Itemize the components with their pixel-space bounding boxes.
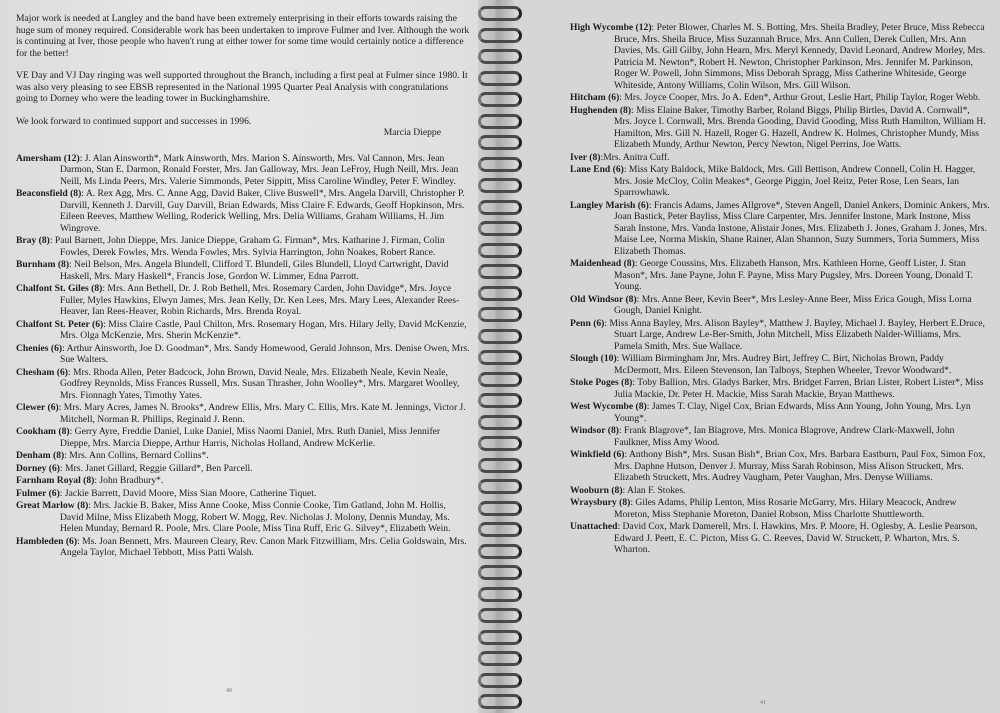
ringer-names: : Toby Ballion, Mrs. Gladys Barker, Mrs. Bridget Farren, Brian Lister, Robert Lister*, Miss Julia Mackie, Dr. Peter H. Mackie, Miss Sarah Mackie, Bryan Matthews. (614, 377, 984, 400)
tower-name: Denham (8) (16, 450, 65, 461)
ringer-names: : Frank Blagrove*, Ian Blagrove, Mrs. Monica Blagrove, Andrew Clark-Maxwell, John Faulkner, Miss Amy Wood. (614, 425, 955, 448)
tower-entry (16, 188, 471, 234)
tower-entry (16, 367, 471, 402)
tower-entry (16, 235, 471, 258)
tower-name: Iver (8) (570, 151, 601, 163)
tower-entry (570, 258, 990, 293)
tower-name: Wooburn (8) (570, 484, 623, 496)
tower-entry (570, 294, 990, 317)
tower-entry (16, 319, 471, 342)
ringer-names: : Mrs. Rhoda Allen, Peter Badcock, John Brown, David Neale, Mrs. Elizabeth Neale, Kevin Neale, Godfrey Reynolds, Miss Frances Russell, Mrs. Susan Thrasher, John Woolley*, Mrs. Margaret Woolley, Mrs. Fionnagh Yates, Timothy Yates. (60, 366, 460, 401)
tower-name: Penn (6) (570, 317, 605, 329)
tower-list (570, 22, 990, 556)
tower-name: Farnham Royal (8) (16, 475, 95, 486)
tower-name: Fulmer (6) (16, 487, 60, 499)
ringer-names: : Miss Claire Castle, Paul Chilton, Mrs. Rosemary Hogan, Mrs. Hilary Jelly, David McKenzie, Mrs. Olga McKenzie, Mrs. Sherin McKenzie*. (60, 318, 467, 341)
ringer-names: : Peter Blower, Charles M. S. Botting, Mrs. Sheila Bradley, Peter Bruce, Miss Rebecca Bruce, Mrs. Sheila Bruce, Miss Suzannah Bruce, Mrs. Ann Cullen, Derek Cullen, Mrs. Ann Davies, Ms. Gill Gilby, John Hearn, Mrs. Meryl Kennedy, David Leonard, Andrew Morley, Mrs. Patricia M. Newton*, Robert H. Newton, Christopher Parkinson, Mrs. Jennifer M. Parkinson, Roger W. Powell, John Simmons, Miss Deborah Spragg, Miss Catherine Whiteside, George Whiteside, Antony Williams, Colin Wilson, Mrs. Gill Wilson. (614, 22, 986, 91)
tower-entry (570, 353, 990, 376)
ringer-names: : David Cox, Mark Damerell, Mrs. I. Hawkins, Mrs. P. Moore, H. Oglesby, A. Leslie Pearson, Edward J. Peett, E. C. Picton, Miss G. C. Reeves, David W. Struckett, P. Wharton, Mrs. S. Wharton. (614, 521, 978, 555)
tower-entry (16, 343, 471, 366)
tower-name: Slough (10) (570, 353, 617, 364)
ringer-names: : Alan F. Stokes. (622, 484, 686, 496)
ringer-names: : James T. Clay, Nigel Cox, Brian Edwards, Miss Ann Young, John Young, Mrs. Lyn Young*. (614, 401, 971, 424)
ringer-names: : Miss Katy Baldock, Mike Baldock, Mrs. Gill Bettison, Andrew Connell, Colin H. Hagger, Mrs. Josie McCloy, Colin Meakes*, George Piggin, Joel Reitz, Peter Rose, Len Sears, Ian Sparrowhawk. (614, 164, 976, 198)
tower-entry (16, 402, 471, 425)
tower-name: Windsor (8) (570, 425, 619, 436)
left-page-text (16, 13, 471, 560)
tower-entry (16, 488, 471, 500)
tower-name: Maidenhead (8) (570, 258, 635, 269)
tower-entry (570, 485, 990, 497)
ringer-names: : Ms. Joan Bennett, Mrs. Maureen Cleary, Rev. Canon Mark Fitzwilliam, Mrs. Celia Goldswain, Mrs. Angela Taylor, Michael Tebbott, Miss Patti Walsh. (60, 535, 467, 558)
tower-entry (16, 426, 471, 449)
tower-entry (570, 105, 990, 151)
tower-name: High Wycombe (12) (570, 22, 652, 33)
tower-name: Beaconsfield (8) (16, 188, 82, 199)
ringer-names: : Mrs. Joyce Cooper, Mrs. Jo A. Eden*, Arthur Grout, Leslie Hart, Philip Taylor, Roger Webb. (619, 92, 981, 103)
right-page-text (570, 22, 990, 557)
tower-entry (570, 152, 990, 164)
ringer-names: : Neil Belson, Mrs. Angela Blundell, Clifford T. Blundell, Giles Blundell, Lloyd Cartwright, David Haskell, Mrs. Mary Haskell*, Francis Jose, Gordon W. Limmer, Edna Parrott. (60, 259, 449, 282)
tower-entry (16, 463, 471, 475)
page-number: 41 (760, 700, 766, 706)
ringer-names: : Mrs. Ann Bethell, Dr. J. Rob Bethell, Mrs. Rosemary Carden, John Davidge*, Mrs. Joyce Fuller, Myles Hawkins, Elwyn James, Mrs. Jean Kelly, Dr. Ken Lees, Mrs. Mary Lees, Alexander Rees-Heaver, Ian Rees-Heaver, Robin Richards, Mrs. Brenda Royal. (60, 283, 460, 317)
paragraph: We look forward to continued support and successes in 1996. (16, 115, 252, 127)
tower-entry (570, 497, 990, 520)
tower-name: Winkfield (6) (570, 449, 625, 460)
tower-entry (16, 536, 471, 559)
tower-name: Langley Marish (6) (570, 199, 649, 211)
tower-name: Clewer (6) (16, 402, 59, 413)
tower-name: Stoke Poges (8) (570, 377, 633, 388)
paragraph: Major work is needed at Langley and the band have been extremely enterprising in their efforts towards raising the huge sum of money required. Considerable work has been undertaken to improve Fulmer and Iver. Although the work is continuing at Iver, those people who haven't rung at either tower for some time would certainly notice a difference for the better! (16, 13, 470, 59)
ringer-names: : Francis Adams, James Allgrove*, Steven Angell, Daniel Ankers, Dominic Ankers, Mrs. Joan Bastick, Peter Bayliss, Miss Clare Carpenter, Mrs. Jennifer Instone, Mark Instone, Miss Sarah Instone, Mrs. Vanda Instone, Alistair Jones, Mrs. Elizabeth J. Jones, Graham J. Jones, Mrs. Maise Lee, Norma Miskin, Shane Rainer, Alan Shannon, Suzy Summers, Toria Summers, Miss Elizabeth Thomas. (614, 199, 990, 257)
tower-entry (16, 450, 471, 462)
ringer-names: :Mrs. Anitra Cuff. (600, 151, 670, 163)
tower-name: Bray (8) (16, 235, 50, 246)
tower-name: Lane End (6) (570, 164, 624, 175)
tower-list (16, 153, 471, 559)
tower-name: Wraysbury (8) (570, 497, 631, 508)
tower-name: Great Marlow (8) (16, 500, 89, 511)
tower-entry (570, 92, 990, 104)
left-page (0, 0, 486, 713)
tower-name: Unattached (570, 521, 618, 532)
tower-entry (570, 22, 990, 91)
ringer-names: : William Birmingham Jnr, Mrs. Audrey Birt, Jeffrey C. Birt, Nicholas Brown, Paddy McDermott, Mrs. Eileen Stevenson, Ian Talboys, Stephen Wheeler, Trevor Woodward*. (614, 353, 952, 376)
tower-entry (570, 318, 990, 353)
ringer-names: : Miss Anna Bayley, Mrs. Alison Bayley*, Matthew J. Bayley, Michael J. Bayley, Herbert E.Druce, Stuart Large, Andrew Le-Ber-Smith, John Mitchell, Miss Elizabeth Nalder-Williams, Mrs. Pamela Smith, Mrs. Sue Wallace. (604, 317, 985, 352)
tower-name: Chesham (6) (16, 366, 68, 378)
tower-entry (570, 377, 990, 400)
ringer-names: : Jackie Barrett, David Moore, Miss Sian Moore, Catherine Tiquet. (59, 487, 317, 499)
tower-name: Chenies (6) (16, 342, 63, 354)
tower-entry (16, 475, 471, 487)
ringer-names: : Mrs. Jackie B. Baker, Miss Anne Cooke, Miss Connie Cooke, Tim Gatland, John M. Hollis, David Milne, Miss Elizabeth Mogg, Robert W. Mogg, Rev. Nicholas J. Molony, Dennis Munday, Ms. Helen Munday, Bernard R. Poole, Mrs. Clare Poole, Miss Tina Ruff, Eric G. Silvey*, Elizabeth Wein. (60, 500, 451, 534)
ringer-names: : Arthur Ainsworth, Joe D. Goodman*, Mrs. Sandy Homewood, Gerald Johnson, Mrs. Denise Owen, Mrs. Sue Walters. (60, 342, 470, 365)
tower-entry (570, 449, 990, 484)
tower-name: West Wycombe (8) (570, 401, 647, 412)
ringer-names: : John Bradbury*. (94, 475, 164, 486)
ringer-names: : Mrs. Ann Collins, Bernard Collins*. (64, 450, 209, 461)
tower-name: Hambleden (6) (16, 535, 78, 547)
tower-name: Hughenden (8) (570, 104, 632, 116)
tower-name: Chalfont St. Peter (6) (16, 318, 104, 330)
signature: Marcia Dieppe (383, 127, 441, 138)
tower-name: Chalfont St. Giles (8) (16, 283, 103, 294)
ringer-names: : A. Rex Agg, Mrs. C. Anne Agg, David Baker, Clive Buswell*, Mrs. Angela Darvill, Christopher P. Darvill, Kenneth J. Darvill, Guy Darvill, Brian Edwards, Miss Claire F. Edwards, Geoff Hopkinson, Mrs. Eileen Reeves, Matthew Welling, Roderick Welling, Mrs. Delia Williams, Graham Williams, H. Jim Wingrove. (60, 188, 465, 234)
ringer-names: : Gerry Ayre, Freddie Daniel, Luke Daniel, Miss Naomi Daniel, Mrs. Ruth Daniel, Miss Jennifer Dieppe, Mrs. Marcia Dieppe, Arthur Harris, Nicholas Holland, Andrew McKerlie. (60, 426, 441, 449)
tower-entry (570, 200, 990, 258)
tower-entry (570, 425, 990, 448)
tower-name: Dorney (6) (16, 462, 60, 474)
tower-entry (16, 283, 471, 318)
ringer-names: : Mrs. Janet Gillard, Reggie Gillard*, Ben Parcell. (59, 462, 253, 474)
page-number: 40 (226, 688, 232, 694)
tower-name: Hitcham (6) (570, 92, 620, 103)
ringer-names: : George Coussins, Mrs. Elizabeth Hanson, Mrs. Kathleen Horne, Geoff Lister, J. Stan Mason*, Mrs. Jane Payne, John F. Payne, Miss Mary Pugsley, Mrs. Doreen Young, Donald T. Young. (614, 258, 974, 292)
ringer-names: : J. Alan Ainsworth*, Mark Ainsworth, Mrs. Marion S. Ainsworth, Mrs. Val Cannon, Mrs. Jean Darmon, Stan E. Darmon, Ronald Forster, Mrs. Jan Galloway, Mrs. Jean LeFroy, Hugh Neill, Mrs. Jean Neill, Ms Linda Peers, Mrs. Valerie Simmonds, Peter Sippitt, Miss Caroline Windley, Peter F. Windley. (60, 152, 459, 187)
tower-entry (16, 259, 471, 282)
ringer-names: : Mrs. Mary Acres, James N. Brooks*, Andrew Ellis, Mrs. Mary C. Ellis, Mrs. Kate M. Jennings, Victor J. Mitchell, Norman R. Phillips, Reginald J. Renn. (58, 402, 466, 425)
tower-entry (570, 401, 990, 424)
tower-entry (570, 521, 990, 556)
ringer-names: : Mrs. Anne Beer, Kevin Beer*, Mrs Lesley-Anne Beer, Miss Erica Gough, Miss Lorna Gough, Daniel Knight. (614, 293, 972, 316)
tower-name: Amersham (12) (16, 152, 80, 164)
ringer-names: : Paul Barnett, John Dieppe, Mrs. Janice Dieppe, Graham G. Firman*, Mrs. Katharine J. Firman, Colin Fowles, Derek Fowles, Mrs. Wenda Fowles, Mrs. Sylvia Harrington, John Noakes, Robert Rance. (49, 235, 445, 258)
tower-entry (16, 153, 471, 188)
paragraph: VE Day and VJ Day ringing was well supported throughout the Branch, including a first peal at Fulmer since 1980. It was also very pleasing to see EBSB represented in the National 1995 Quarter Peal Analysis with congratulations going to Dorney who were the leading tower in Buckinghamshire. (16, 70, 468, 104)
tower-name: Burnham (8) (16, 259, 70, 270)
ringer-names: : Anthony Bish*, Mrs. Susan Bish*, Brian Cox, Mrs. Barbara Eastburn, Paul Fox, Simon Fox, Mrs. Daphne Hutson, Denver J. Murray, Miss Sarah Robinson, Miss Alison Struckett, Mrs. Elizabeth Struckett, Mrs. Audrey Vaugham, Peter Vaughan, Mrs. Denyse Williams. (614, 449, 986, 483)
ringer-names: : Miss Elaine Baker, Timothy Barber, Roland Biggs, Philip Birtles, David A. Cornwall*, Mrs. Joyce I. Cornwall, Mrs. Brenda Gooding, David Gooding, Miss Ruth Hamilton, William H. Hamilton, Mrs. Gill N. Hazell, Roger G. Hazell, Andrew K. Holmes, Christopher Mundy, Miss Elizabeth Mundy, Arthur Newton, Percy Newton, Nigel Perrins, Joe Watts. (614, 104, 986, 150)
tower-entry (570, 164, 990, 199)
tower-entry (16, 500, 471, 535)
tower-name: Cookham (8) (16, 426, 70, 437)
tower-name: Old Windsor (8) (570, 293, 637, 305)
ringer-names: : Giles Adams, Philip Lenton, Miss Rosarie McGarry, Mrs. Hilary Meacock, Andrew Moreton, Miss Stephanie Moreton, Daniel Robson, Miss Charlotte Shuttleworth. (614, 497, 957, 520)
